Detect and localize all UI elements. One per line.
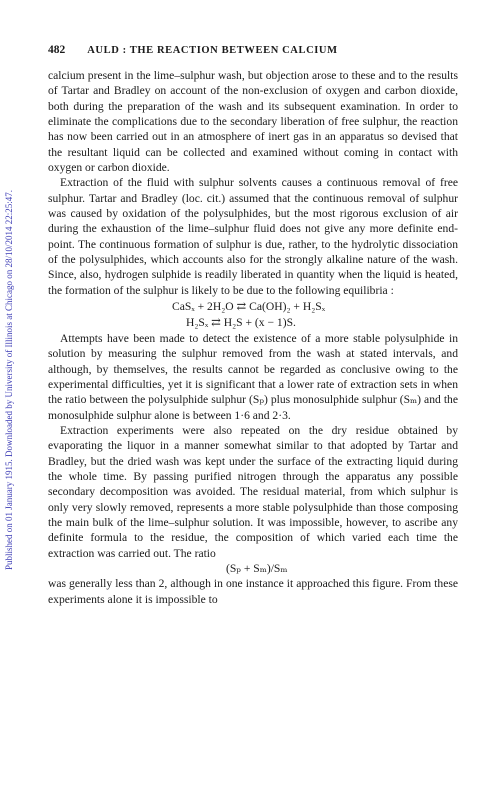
paragraph-1: calcium present in the lime–sulphur wash, but objection arose to these and to the results of Tartar and Bradley on account of the non-exclusion of oxygen and carbon dioxide, both during the preparation of the wash and its subsequent examination. In order to eliminate the complications due to the secondary liberation of free sulphur, the reaction has now been carried out in an atmosphere of inert gas in an apparatus so devised that the resultant liquid can be collected and examined without coming in contact with oxygen or carbon dioxide. [48, 69, 458, 175]
page-header [48, 44, 454, 56]
equation-1: CaSₓ + 2H₂O ⇄ Ca(OH)₂ + H₂Sₓ [172, 300, 326, 314]
article-body [48, 68, 458, 607]
page-number: 482 [48, 44, 66, 56]
download-watermark: Published on 01 January 1915. Downloaded by University of Illinois at Chicago on 28/10/2014 22:25:47. [4, 190, 14, 570]
paragraph-4: Extraction experiments were also repeated on the dry residue obtained by evaporating the liquor in a manner somewhat similar to that adopted by Tartar and Bradley, but the dried wash was kept under the surface of the extracting liquid during the whole time. By passing purified nitrogen through the apparatus any possible secondary decomposition was avoided. The residual material, from which sulphur is only very slowly removed, represents a more stable polysulphide than those composing the main bulk of the lime–sulphur solution. It was impossible, however, to ascribe any definite formula to the residue, the composition of which varied each time the extraction was carried out. The ratio [48, 423, 458, 560]
paragraph-3: Attempts have been made to detect the existence of a more stable polysulphide in solution by measuring the sulphur removed from the wash at stated intervals, and although, by themselves, the results cannot be regarded as conclusive owing to the experimental difficulties, yet it is significant that a lower rate of extraction sets in when the ratio between the polysulphide sulphur (Sₚ) plus monosulphide sulphur (Sₘ) and the monosulphide sulphur alone is between 1·6 and 2·3. [48, 331, 458, 422]
ratio-formula: (Sₚ + Sₘ)/Sₘ [226, 562, 288, 575]
paragraph-5: was generally less than 2, although in one instance it approached this figure. From these experiments alone it is impossible to [48, 577, 458, 606]
paragraph-2: Extraction of the fluid with sulphur solvents causes a continuous removal of free sulphur. Tartar and Bradley (loc. cit.) assumed that the continuous removal of sulphur was caused by oxidation of the polysulphides, but the most rigorous exclusion of air during the exhaustion of the lime–sulphur fluid does not give any more definite end-point. The continuous formation of sulphur is due, rather, to the hydrolytic dissociation of the polysulphides, which accounts also for the strongly alkaline nature of the wash. Since, also, hydrogen sulphide is readily liberated in quantity when the liquid is heated, the formation of the sulphur is likely to be due to the following equilibria : [48, 176, 458, 297]
equilibria-block [48, 299, 458, 330]
running-title: AULD : THE REACTION BETWEEN CALCIUM [87, 45, 338, 56]
equation-2: H₂Sₓ ⇄ H₂S + (x − 1)S. [186, 315, 296, 329]
